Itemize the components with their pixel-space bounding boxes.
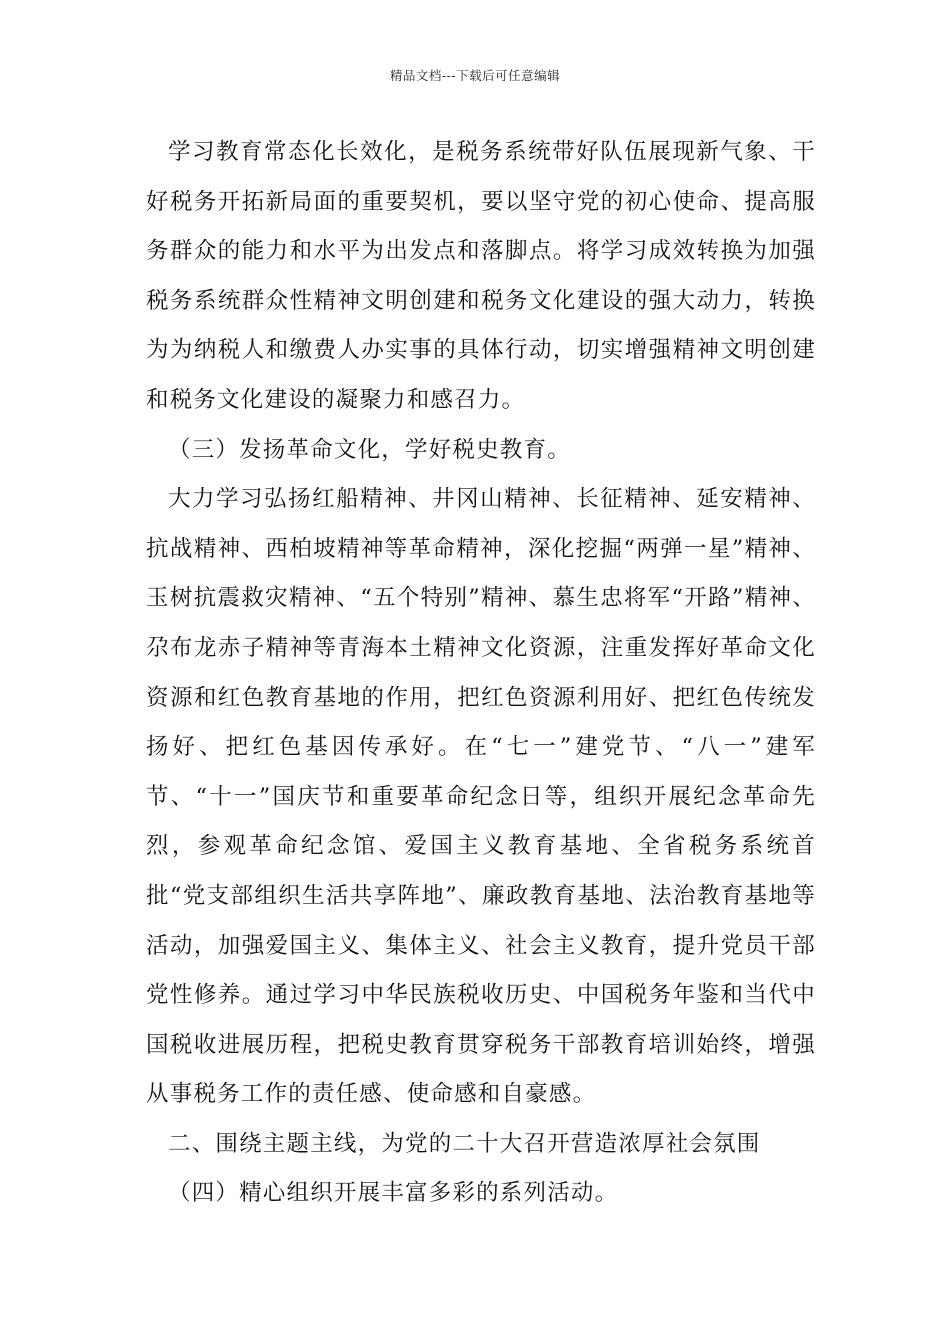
text-line: 中华民族税收历史、中国税务年鉴和当代中国税收进展历程，把税	[146, 982, 816, 1058]
section-heading-2	[146, 1120, 816, 1170]
paragraph-study-education	[146, 128, 816, 426]
section-heading-3	[146, 426, 816, 476]
heading-text: （四）精心组织开展丰富多彩的系列活动。	[168, 1180, 619, 1207]
text-line: 税务开拓新局面的重要契机，要以坚守党的初心使命、提高服务群	[146, 188, 816, 265]
text-line: 尕布龙赤子精神等青海本土精神文化资源，注重发挥好革命文化资	[146, 634, 816, 711]
text-line: 命纪念馆、爱国主义教育基地、全省税务系统首批“党支部组织生	[146, 833, 816, 909]
text-line: 义、集体主义、社会主义教育，提升党员干部党性修养。通过学习	[146, 932, 816, 1009]
section-heading-4	[146, 1169, 816, 1219]
text-line: 建设的凝聚力和感召力。	[264, 386, 526, 413]
text-line: 把红色基因传承好。在“七一”建党节、“八一”建军节、“十	[146, 734, 816, 810]
text-line: 人和缴费人办实事的具体行动，切实增强精神文明创建和税务文化	[146, 337, 816, 413]
text-line: 众的能力和水平为出发点和落脚点。将学习成效转换为加强税务系	[146, 238, 816, 314]
page-header: 精品文档---下载后可任意编辑	[389, 68, 561, 83]
document-body	[146, 128, 816, 1219]
text-line: 源和红色教育基地的作用，把红色资源利用好、把红色传统发扬好、	[146, 684, 816, 761]
text-line: 使命感和自豪感。	[406, 1081, 597, 1108]
text-line: 史教育贯穿税务干部教育培训始终，增强从事税务工作的责任感、	[146, 1031, 816, 1108]
heading-text: 二、围绕主题主线，为党的二十大召开营造浓厚社会氛围	[168, 1130, 761, 1157]
text-line: 统群众性精神文明创建和税务文化建设的强大动力，转换为为纳税	[146, 287, 816, 364]
paragraph-revolutionary-culture	[146, 475, 816, 1120]
text-line: 活共享阵地”、廉政教育基地、法治教育基地等活动，加强爱国主	[146, 882, 816, 959]
heading-text: （三）发扬革命文化，学好税史教育。	[168, 436, 571, 463]
text-line: 战精神、西柏坡精神等革命精神，深化挖掘“两弹一星”精神、玉	[146, 535, 817, 612]
text-line: 一”国庆节和重要革命纪念日等，组织开展纪念革命先烈，参观革	[146, 783, 816, 860]
text-line: 大力学习弘扬红船精神、井冈山精神、长征精神、延安精神、抗	[146, 486, 816, 562]
text-line: 学习教育常态化长效化，是税务系统带好队伍展现新气象、干好	[146, 139, 816, 215]
text-line: 树抗震救灾精神、“五个特别”精神、慕生忠将军“开路”精神、	[169, 585, 817, 612]
